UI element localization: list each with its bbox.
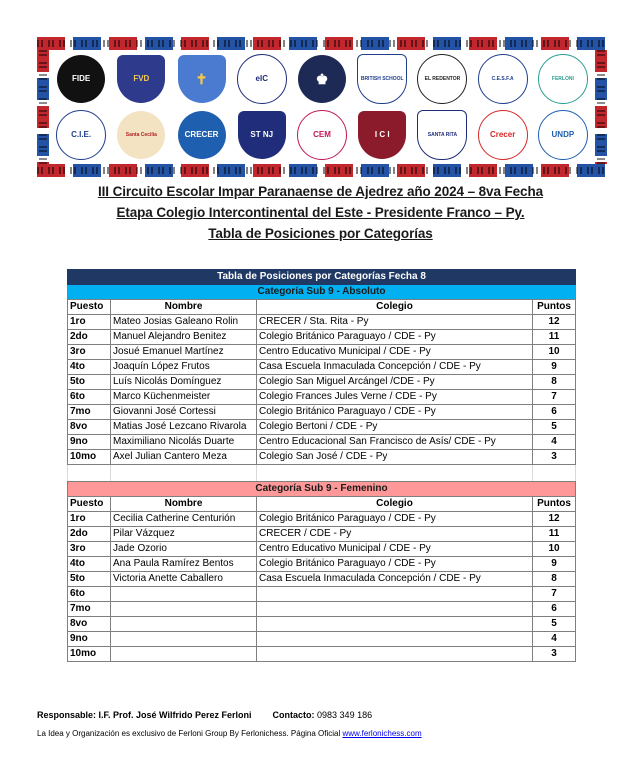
puntos-cell: 9 [533, 360, 576, 375]
puntos-cell: 11 [533, 330, 576, 345]
undp-logo [538, 110, 588, 160]
colegio-cell: Colegio Bertoni / CDE - Py [257, 420, 533, 435]
document-titles [0, 181, 641, 244]
category-title-absoluto: Categoría Sub 9 - Absoluto [68, 285, 576, 300]
credits-line [37, 729, 422, 738]
standings-table [67, 269, 576, 662]
juan-pablo-ii-logo-text: ✝ [195, 71, 208, 87]
stnj-logo-text: ST NJ [250, 130, 274, 139]
colegio-cell: Colegio Británico Paraguayo / CDE - Py [257, 557, 533, 572]
table-row [68, 587, 576, 602]
contacto-value: 0983 349 186 [317, 710, 373, 720]
colegio-cell [257, 632, 533, 647]
column-header-puesto: Puesto [68, 300, 111, 315]
spacer-cell [257, 465, 533, 482]
column-header-row [68, 300, 576, 315]
standings-title: Tabla de Posiciones por Categorías [208, 226, 433, 241]
puntos-cell: 8 [533, 375, 576, 390]
table-row [68, 315, 576, 330]
puntos-cell: 6 [533, 602, 576, 617]
stage-title: Etapa Colegio Intercontinental del Este - Presidente Franco – Py. [116, 205, 525, 220]
table-row [68, 330, 576, 345]
colegio-cell: Centro Educativo Municipal / CDE - Py [257, 345, 533, 360]
table-title: Tabla de Posiciones por Categorías Fecha 8 [68, 270, 576, 285]
table-row [68, 512, 576, 527]
puntos-cell: 5 [533, 420, 576, 435]
colegio-cell: CRECER / Sta. Rita - Py [257, 315, 533, 330]
spacer-cell [533, 465, 576, 482]
puntos-cell: 11 [533, 527, 576, 542]
colegio-intercontinental-logo-text: C.I.E. [71, 130, 92, 139]
eic-logo [237, 54, 287, 104]
santa-cecilia-logo-text: Santa Cecilia [125, 131, 157, 138]
column-header-puntos: Puntos [533, 497, 576, 512]
puesto-cell: 4to [68, 360, 111, 375]
eic-logo-text: eIC [255, 74, 268, 83]
puesto-cell: 4to [68, 557, 111, 572]
table-row [68, 527, 576, 542]
puesto-cell: 2do [68, 330, 111, 345]
puesto-cell: 6to [68, 587, 111, 602]
responsable-value: I.F. Prof. José Wilfrido Perez Ferloni [98, 710, 252, 720]
responsable-label: Responsable: [37, 710, 97, 720]
colegio-crecer-logo-text: CRECER [184, 130, 219, 139]
nombre-cell: Giovanni José Cortessi [111, 405, 257, 420]
puesto-cell: 10mo [68, 450, 111, 465]
ferloni-group-logo-text: FERLONI [551, 75, 574, 82]
ferloni-group-logo [538, 54, 588, 104]
santa-rita-logo [417, 110, 467, 160]
crecer-logo-text: Crecer [489, 130, 516, 139]
fvd-logo-text: FVD [133, 74, 150, 83]
column-header-puesto: Puesto [68, 497, 111, 512]
colegio-cell [257, 647, 533, 662]
puntos-cell: 12 [533, 512, 576, 527]
puesto-cell: 1ro [68, 512, 111, 527]
table-row [68, 420, 576, 435]
table-row [68, 602, 576, 617]
cem-logo-text: CEM [313, 130, 331, 139]
nombre-cell: Josué Emanuel Martínez [111, 345, 257, 360]
nombre-cell: Manuel Alejandro Benitez [111, 330, 257, 345]
puesto-cell: 7mo [68, 405, 111, 420]
fvd-logo [117, 55, 165, 103]
colegio-cell: Casa Escuela Inmaculada Concepción / CDE - Py [257, 360, 533, 375]
juan-pablo-ii-logo [178, 55, 226, 103]
table-row [68, 435, 576, 450]
cesfa-logo-text: C.E.S.F.A [491, 75, 514, 82]
puesto-cell: 2do [68, 527, 111, 542]
colegio-cell: Casa Escuela Inmaculada Concepción / CDE - Py [257, 572, 533, 587]
puntos-cell: 4 [533, 632, 576, 647]
undp-logo-text: UNDP [551, 130, 575, 139]
ferlonichess-club-logo-text: ♚ [315, 71, 329, 87]
colegio-cell: Colegio San José / CDE - Py [257, 450, 533, 465]
puntos-cell: 7 [533, 390, 576, 405]
nombre-cell: Maximiliano Nicolás Duarte [111, 435, 257, 450]
table-row [68, 450, 576, 465]
fide-logo-text: FIDE [71, 74, 91, 83]
puesto-cell: 9no [68, 435, 111, 450]
chess-border-left [37, 50, 49, 164]
puesto-cell: 1ro [68, 315, 111, 330]
puesto-cell: 8vo [68, 617, 111, 632]
table-row [68, 345, 576, 360]
nombre-cell [111, 647, 257, 662]
nombre-cell: Marco Küchenmeister [111, 390, 257, 405]
chess-border-right [595, 50, 607, 164]
puesto-cell: 9no [68, 632, 111, 647]
puesto-cell: 5to [68, 375, 111, 390]
contacto-label: Contacto: [272, 710, 315, 720]
puntos-cell: 6 [533, 405, 576, 420]
nombre-cell: Luís Nicolás Domínguez [111, 375, 257, 390]
colegio-cell: Colegio Británico Paraguayo / CDE - Py [257, 512, 533, 527]
column-header-colegio: Colegio [257, 300, 533, 315]
colegio-crecer-logo [178, 111, 226, 159]
crecer-logo [478, 110, 528, 160]
nombre-cell: Pilar Vázquez [111, 527, 257, 542]
puntos-cell: 10 [533, 345, 576, 360]
nombre-cell: Victoria Anette Caballero [111, 572, 257, 587]
british-school-logo-text: BRITISH SCHOOL [360, 75, 404, 82]
nombre-cell: Axel Julian Cantero Meza [111, 450, 257, 465]
puntos-cell: 3 [533, 647, 576, 662]
santa-rita-logo-text: SANTA RITA [427, 131, 458, 138]
ici-logo [358, 111, 406, 159]
table-row [68, 360, 576, 375]
puntos-cell: 3 [533, 450, 576, 465]
contact-line [37, 710, 422, 720]
table-row [68, 390, 576, 405]
puesto-cell: 5to [68, 572, 111, 587]
fide-logo [57, 55, 105, 103]
table-row [68, 375, 576, 390]
column-header-colegio: Colegio [257, 497, 533, 512]
stnj-logo [238, 111, 286, 159]
standings-table-container [67, 269, 575, 662]
el-redentor-logo [417, 54, 467, 104]
colegio-cell [257, 587, 533, 602]
colegio-cell: Colegio San Miguel Arcángel /CDE - Py [257, 375, 533, 390]
puntos-cell: 12 [533, 315, 576, 330]
nombre-cell: Jade Ozorio [111, 542, 257, 557]
colegio-cell [257, 617, 533, 632]
colegio-intercontinental-logo [56, 110, 106, 160]
table-row [68, 542, 576, 557]
cesfa-logo [478, 54, 528, 104]
spacer-cell [68, 465, 111, 482]
puesto-cell: 3ro [68, 345, 111, 360]
table-row [68, 557, 576, 572]
colegio-cell: Colegio Frances Jules Verne / CDE - Py [257, 390, 533, 405]
sponsor-logo-banner [37, 37, 607, 177]
puntos-cell: 10 [533, 542, 576, 557]
tournament-title: III Circuito Escolar Impar Paranaense de Ajedrez año 2024 – 8va Fecha [97, 184, 544, 199]
table-row [68, 632, 576, 647]
puntos-cell: 7 [533, 587, 576, 602]
nombre-cell: Mateo Josias Galeano Rolin [111, 315, 257, 330]
puntos-cell: 5 [533, 617, 576, 632]
credits-text: La Idea y Organización es exclusivo de Ferloni Group By Ferlonichess. Página Oficial [37, 729, 343, 738]
logo-grid [51, 51, 593, 163]
nombre-cell [111, 632, 257, 647]
nombre-cell: Joaquín López Frutos [111, 360, 257, 375]
table-row [68, 405, 576, 420]
colegio-cell [257, 602, 533, 617]
nombre-cell: Cecilia Catherine Centurión [111, 512, 257, 527]
nombre-cell [111, 602, 257, 617]
ferlonichess-club-logo [298, 55, 346, 103]
nombre-cell [111, 587, 257, 602]
chess-border-top [37, 37, 607, 50]
official-site-link[interactable]: www.ferlonichess.com [342, 729, 422, 738]
nombre-cell: Matias José Lezcano Rivarola [111, 420, 257, 435]
colegio-cell: CRECER / CDE - Py [257, 527, 533, 542]
puntos-cell: 8 [533, 572, 576, 587]
column-header-row [68, 497, 576, 512]
puesto-cell: 7mo [68, 602, 111, 617]
table-row [68, 572, 576, 587]
category-header-row [68, 482, 576, 497]
british-school-logo [357, 54, 407, 104]
category-title-femenino: Categoría Sub 9 - Femenino [68, 482, 576, 497]
puesto-cell: 8vo [68, 420, 111, 435]
nombre-cell: Ana Paula Ramírez Bentos [111, 557, 257, 572]
table-row [68, 617, 576, 632]
column-header-nombre: Nombre [111, 300, 257, 315]
spacer-cell [111, 465, 257, 482]
ici-logo-text: I C I [374, 130, 390, 139]
colegio-cell: Centro Educacional San Francisco de Asís/ CDE - Py [257, 435, 533, 450]
chess-border-bottom [37, 164, 607, 177]
santa-cecilia-logo [117, 111, 165, 159]
colegio-cell: Centro Educativo Municipal / CDE - Py [257, 542, 533, 557]
column-header-puntos: Puntos [533, 300, 576, 315]
puesto-cell: 10mo [68, 647, 111, 662]
puntos-cell: 4 [533, 435, 576, 450]
colegio-cell: Colegio Británico Paraguayo / CDE - Py [257, 405, 533, 420]
colegio-cell: Colegio Británico Paraguayo / CDE - Py [257, 330, 533, 345]
cem-logo [297, 110, 347, 160]
nombre-cell [111, 617, 257, 632]
document-footer [37, 710, 422, 738]
category-spacer-row [68, 465, 576, 482]
column-header-nombre: Nombre [111, 497, 257, 512]
puesto-cell: 3ro [68, 542, 111, 557]
el-redentor-logo-text: EL REDENTOR [424, 75, 461, 82]
category-header-row [68, 285, 576, 300]
puntos-cell: 9 [533, 557, 576, 572]
table-row [68, 647, 576, 662]
puesto-cell: 6to [68, 390, 111, 405]
